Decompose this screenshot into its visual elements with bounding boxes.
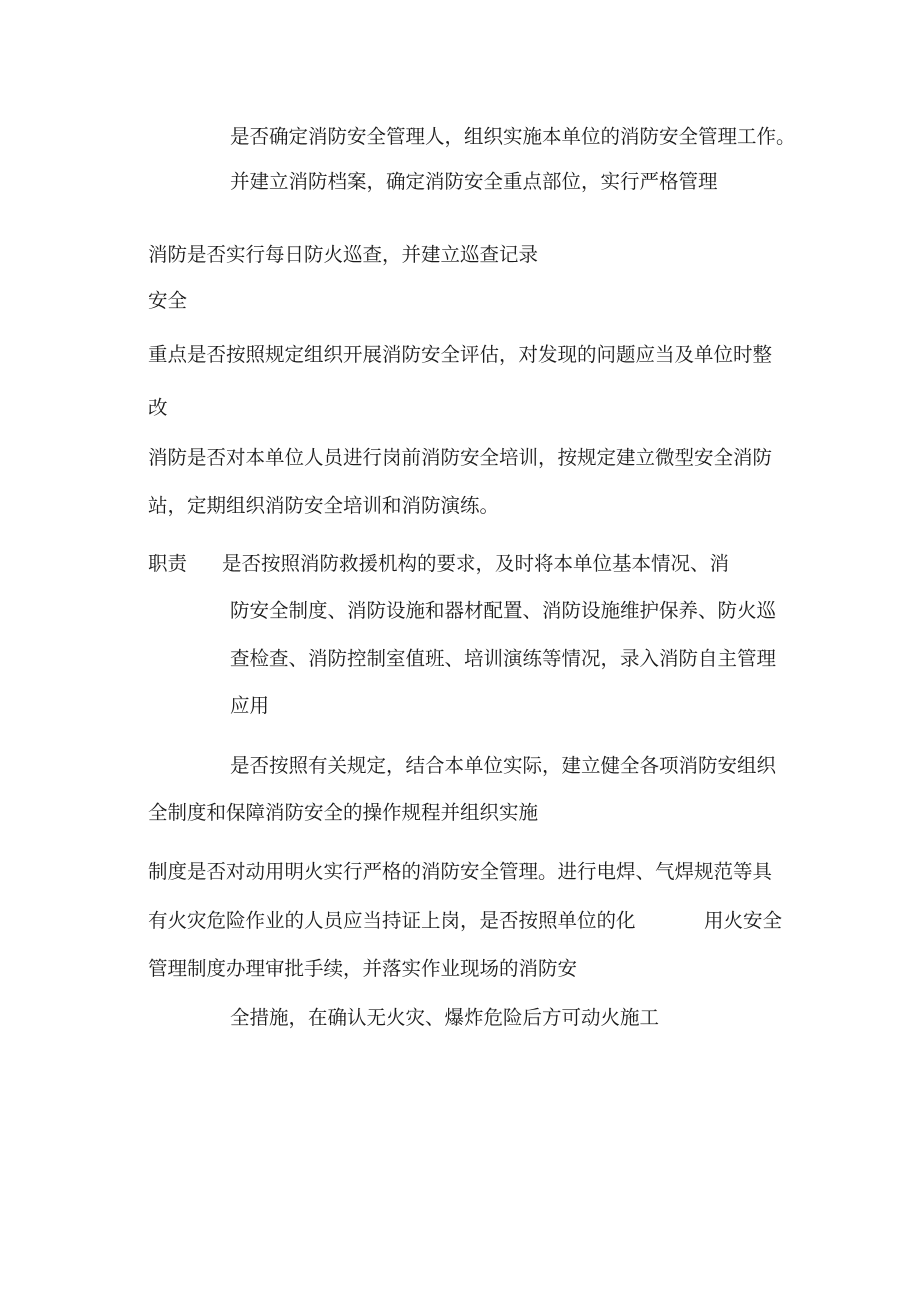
text-line: 改 <box>148 396 168 419</box>
text-line: 有火灾危险作业的人员应当持证上岗，是否按照单位的化 <box>148 909 636 932</box>
text-line: 职责 <box>148 552 188 575</box>
text-line: 是否按照消防救援机构的要求，及时将本单位基本情况、消 <box>222 552 730 575</box>
text-line: 全制度和保障消防安全的操作规程并组织实施 <box>148 801 539 824</box>
text-line: 应用 <box>230 694 270 717</box>
text-line: 是否确定消防安全管理人，组织实施本单位的消防安全管理工作。 <box>230 125 796 148</box>
text-line: 重点是否按照规定组织开展消防安全评估，对发现的问题应当及单位时整 <box>148 343 773 366</box>
text-line: 全措施，在确认无火灾、爆炸危险后方可动火施工 <box>230 1006 660 1029</box>
text-line: 安全 <box>148 289 188 312</box>
text-line: 查检查、消防控制室值班、培训演练等情况，录入消防自主管理 <box>230 647 777 670</box>
text-line: 管理制度办理审批手续，并落实作业现场的消防安 <box>148 957 578 980</box>
text-line: 站，定期组织消防安全培训和消防演练。 <box>148 494 500 517</box>
text-line: 是否按照有关规定，结合本单位实际，建立健全各项消防安组织 <box>230 754 777 777</box>
text-line: 用火安全 <box>704 909 783 932</box>
text-line: 制度是否对动用明火实行严格的消防安全管理。进行电焊、气焊规范等具 <box>148 860 773 883</box>
text-line: 消防是否对本单位人员进行岗前消防安全培训，按规定建立微型安全消防 <box>148 446 773 469</box>
text-line: 并建立消防档案，确定消防安全重点部位，实行严格管理 <box>230 170 718 193</box>
text-line: 消防是否实行每日防火巡查，并建立巡查记录 <box>148 243 539 266</box>
text-line: 防安全制度、消防设施和器材配置、消防设施维护保养、防火巡 <box>230 599 777 622</box>
